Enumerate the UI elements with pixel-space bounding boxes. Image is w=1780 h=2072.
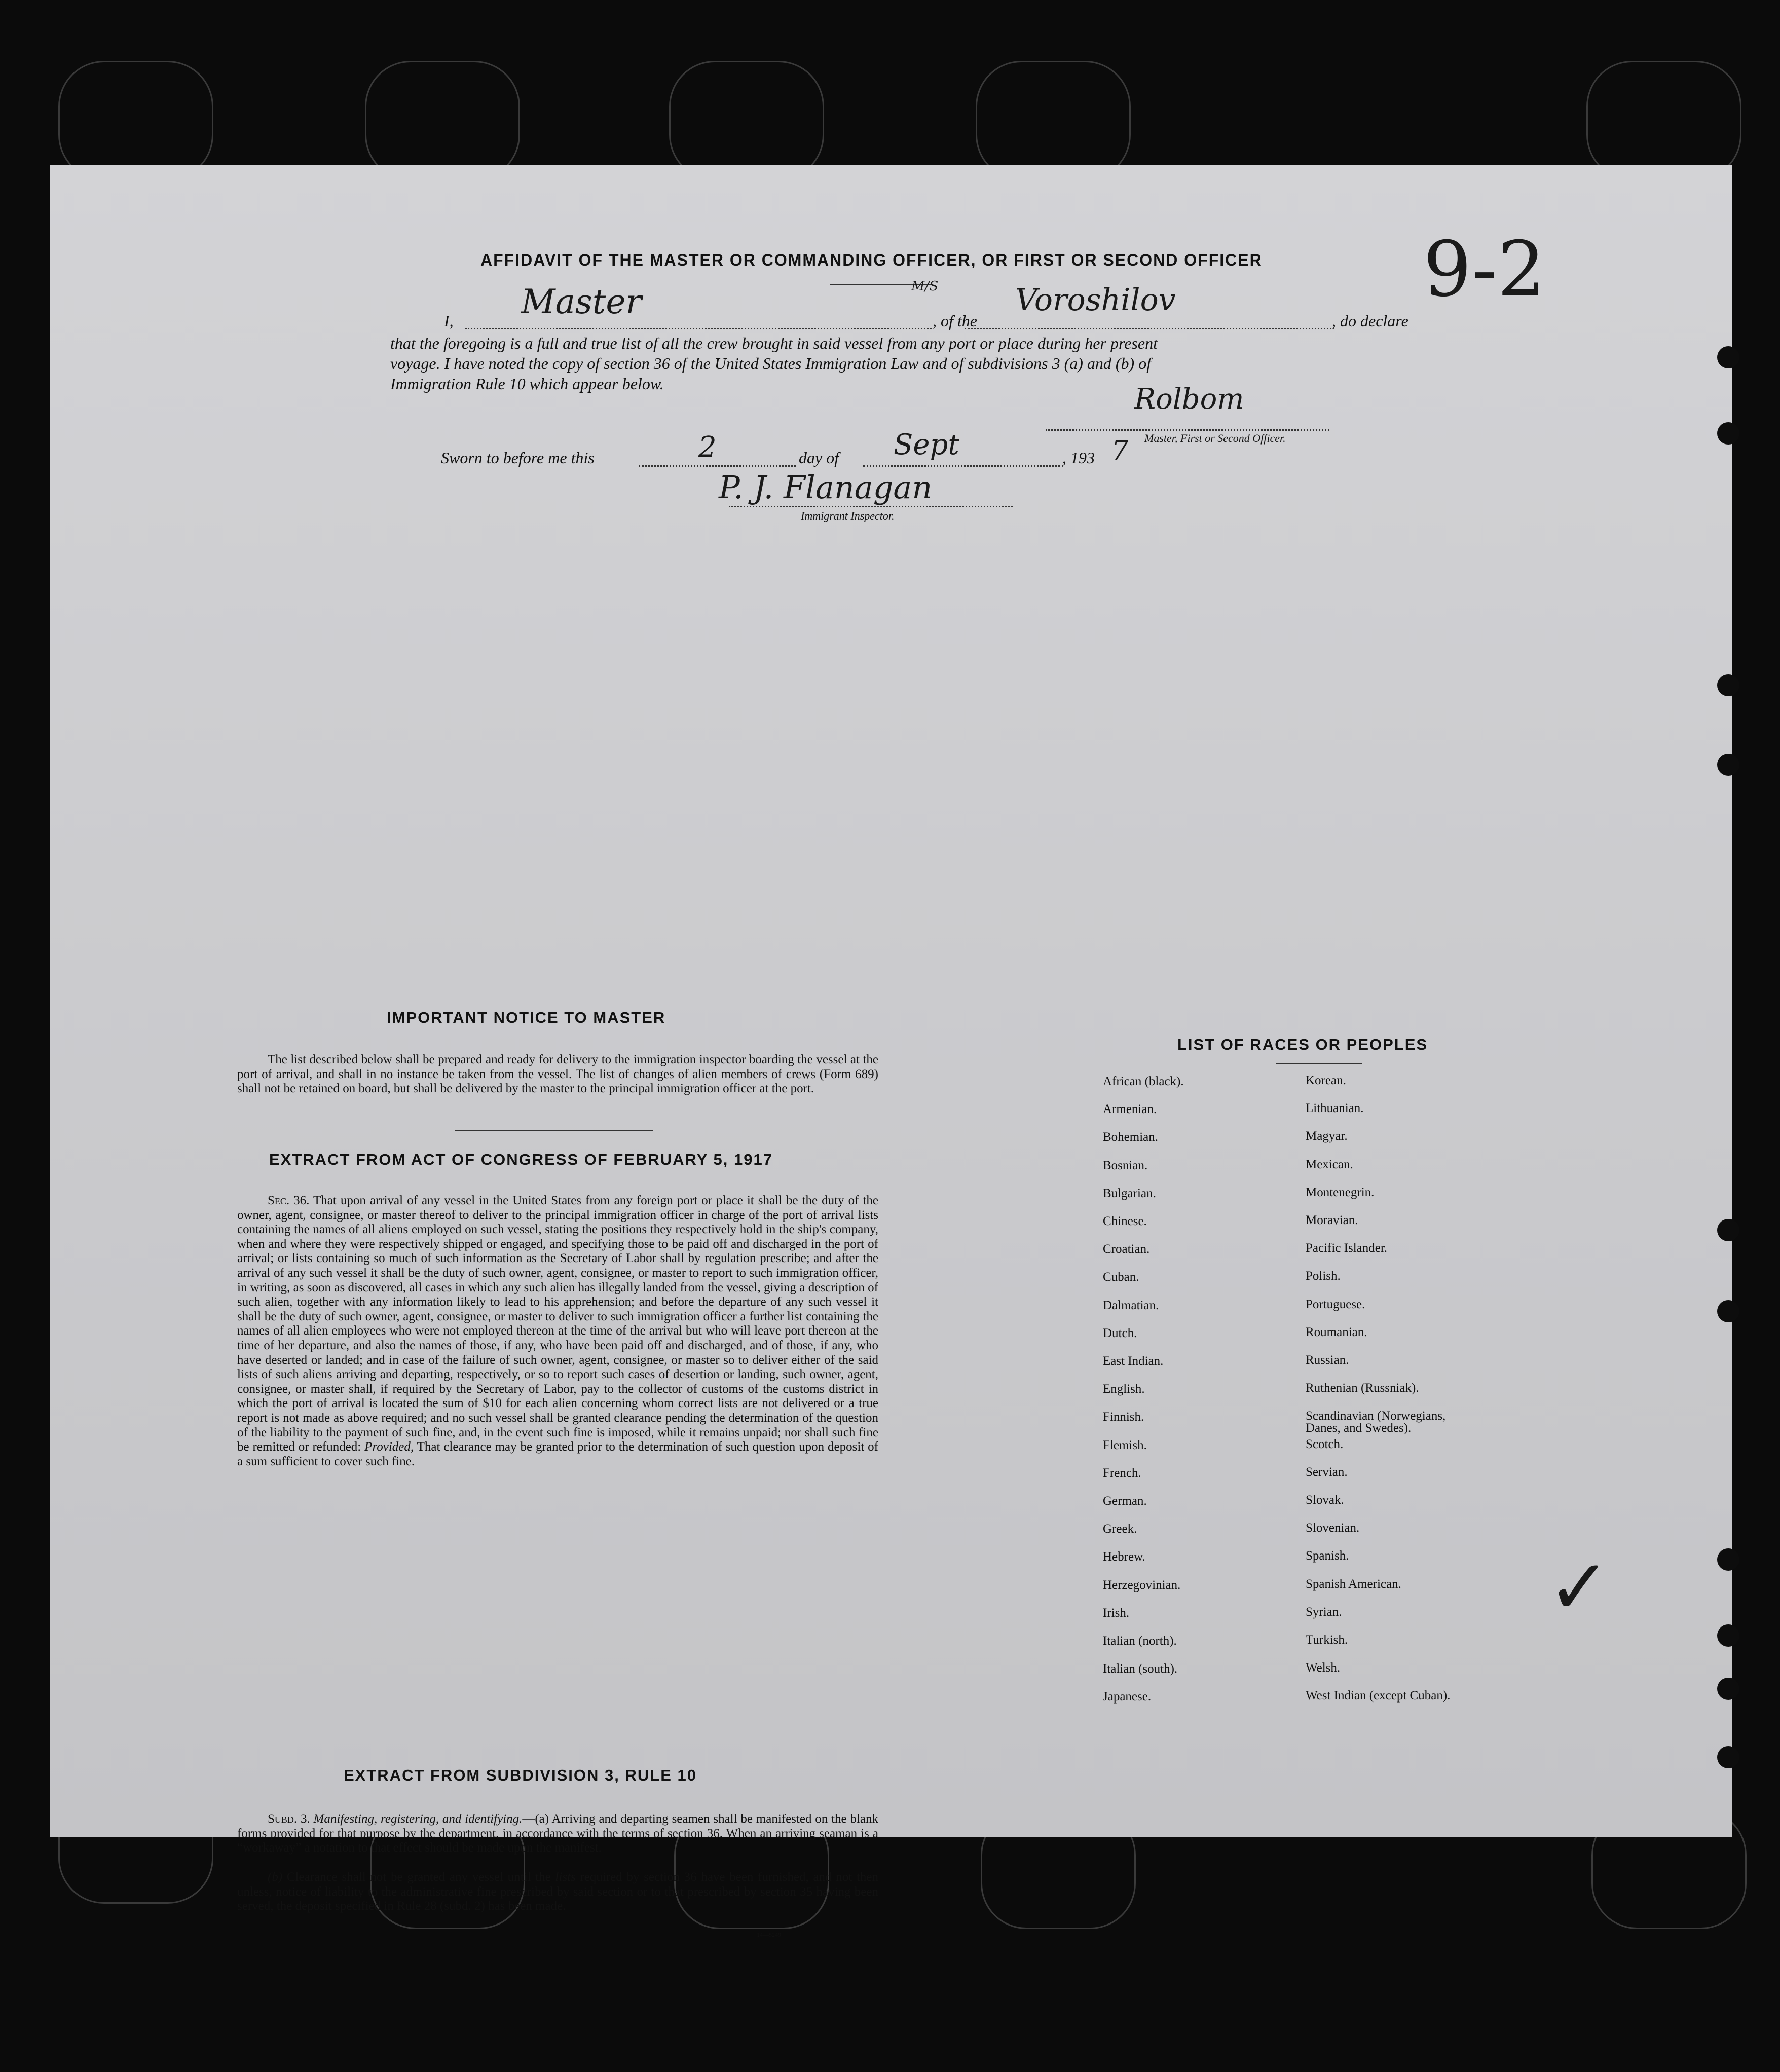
inspector-signature: P. J. Flanagan xyxy=(719,469,933,506)
race-item: Japanese. xyxy=(1103,1690,1152,1704)
extract-rule-title: EXTRACT FROM SUBDIVISION 3, RULE 10 xyxy=(344,1766,697,1784)
race-item: Hebrew. xyxy=(1103,1550,1145,1564)
punch-hole xyxy=(1717,1300,1739,1322)
vessel-name-handwritten: Voroshilov xyxy=(1015,282,1176,318)
punch-hole xyxy=(1717,754,1739,776)
race-item: Servian. xyxy=(1306,1465,1348,1479)
film-frame-ring xyxy=(1586,61,1741,180)
race-item: Dutch. xyxy=(1103,1326,1137,1340)
day-of-text: day of xyxy=(799,449,839,467)
race-item: English. xyxy=(1103,1382,1145,1396)
para-b-lists: lists xyxy=(555,1870,576,1884)
affidavit-pre-name: I, xyxy=(444,312,454,330)
race-item: Korean. xyxy=(1306,1074,1346,1087)
race-item: Dalmatian. xyxy=(1103,1298,1159,1312)
affidavit-of-the: , of the xyxy=(933,312,977,330)
race-item: Italian (south). xyxy=(1103,1662,1178,1676)
notice-body: The list described below shall be prepared and ready for delivery to the immigration inspector boarding the vessel at the port of arrival, and shall in no instance be taken from the vessel. The list of changes of alien members of crews (Form 689) shall not be retained on board, but shall be delivered by the master to the principal immigration officer at the port. xyxy=(237,1053,878,1096)
vessel-dotted-line xyxy=(965,328,1334,329)
punch-hole xyxy=(1717,1624,1739,1647)
race-item: Polish. xyxy=(1306,1269,1341,1283)
month-dotted-line xyxy=(863,465,1063,467)
races-title: LIST OF RACES OR PEOPLES xyxy=(1177,1035,1428,1053)
punch-hole xyxy=(1717,1746,1739,1768)
race-item: West Indian (except Cuban). xyxy=(1306,1689,1451,1703)
name-dotted-line xyxy=(465,328,932,329)
race-item: Lithuanian. xyxy=(1306,1101,1364,1116)
extract-act-title: EXTRACT FROM ACT OF CONGRESS OF FEBRUARY 5, 1917 xyxy=(269,1151,773,1168)
race-item: Slovak. xyxy=(1306,1493,1344,1507)
film-frame-ring xyxy=(58,61,213,180)
extract-rule-para-b xyxy=(237,1870,878,1914)
film-frame-ring xyxy=(976,61,1131,180)
vessel-prefix-handwritten: M/S xyxy=(911,279,939,294)
race-item: Herzegovinian. xyxy=(1103,1578,1181,1592)
document-sheet xyxy=(50,165,1732,1938)
race-item: Croatian. xyxy=(1103,1242,1150,1256)
affidavit-line-2: that the foregoing is a full and true list of all the crew brought in said vessel from any port or place during her present xyxy=(390,334,1158,352)
race-item: Bulgarian. xyxy=(1103,1186,1156,1200)
extract-rule-para-a xyxy=(237,1812,878,1856)
para-b-text-1: Clearance shall not be granted any vessel until the xyxy=(286,1870,551,1884)
sworn-text: Sworn to before me this xyxy=(441,449,595,467)
race-item: Italian (north). xyxy=(1103,1634,1177,1648)
race-item: Irish. xyxy=(1103,1606,1130,1620)
day-dotted-line xyxy=(639,465,796,467)
race-item: Armenian. xyxy=(1103,1102,1157,1117)
film-frame-ring xyxy=(365,61,520,180)
inspector-signature-line xyxy=(729,506,1013,507)
race-item: Scotch. xyxy=(1306,1437,1344,1451)
race-item: Spanish American. xyxy=(1306,1577,1401,1591)
officer-signature: Rolbom xyxy=(1134,383,1244,416)
film-frame-ring xyxy=(669,61,824,180)
punch-hole xyxy=(1717,1219,1739,1241)
race-item: Welsh. xyxy=(1306,1661,1341,1675)
races-title-rule xyxy=(1276,1063,1362,1064)
officer-caption: Master, First or Second Officer. xyxy=(1144,432,1286,445)
race-item: African (black). xyxy=(1103,1075,1184,1088)
race-item: Russian. xyxy=(1306,1353,1349,1367)
affidavit-do-declare: , do declare xyxy=(1332,312,1408,330)
year-handwritten: 7 xyxy=(1111,436,1129,466)
affidavit-line-4: Immigration Rule 10 which appear below. xyxy=(390,375,664,393)
form-number: 14—5249 xyxy=(757,1931,781,1938)
sec-label: Sec. 36. xyxy=(268,1194,310,1207)
punch-hole xyxy=(1717,346,1739,368)
race-item: Turkish. xyxy=(1306,1633,1348,1647)
affidavit-title: AFFIDAVIT OF THE MASTER OR COMMANDING OFFICER, OR FIRST OR SECOND OFFICER xyxy=(480,251,1263,269)
day-handwritten: 2 xyxy=(698,431,717,464)
race-item: Slovenian. xyxy=(1306,1521,1360,1535)
race-item: Bohemian. xyxy=(1103,1130,1159,1144)
race-item: Portuguese. xyxy=(1306,1297,1365,1311)
inspector-caption: Immigrant Inspector. xyxy=(801,509,895,522)
race-item: Syrian. xyxy=(1306,1605,1342,1619)
punch-hole xyxy=(1717,1678,1739,1700)
para-b-text-2: required by section 36 have been furnished, and not then unless, notice of liability to the administrative fine prescribed by said section or to that prescribed by section 35 having been served, the deposit specified in Rule 28 (subd. 2) has been made. xyxy=(237,1870,878,1913)
race-item: Greek. xyxy=(1103,1522,1137,1536)
subd-para-a: —(a) Arriving and departing seamen shall be manifested on the blank forms provided for that purpose by the department, in accordance with the terms of section 36. When an arriving seaman is a “workaway” a notation to that effect should be made upon the manifest. xyxy=(237,1812,878,1855)
subd-title: Manifesting, registering, and identifying. xyxy=(313,1812,523,1826)
race-item: Flemish. xyxy=(1103,1438,1147,1452)
check-mark: ✓ xyxy=(1547,1543,1611,1632)
race-item: Ruthenian (Russniak). xyxy=(1306,1381,1419,1395)
race-item: French. xyxy=(1103,1466,1141,1480)
subd-label: Subd. 3. xyxy=(268,1812,310,1826)
race-item: Finnish. xyxy=(1103,1410,1144,1424)
race-item: Cuban. xyxy=(1103,1270,1139,1284)
punch-hole xyxy=(1717,674,1739,696)
punch-hole xyxy=(1717,1548,1739,1571)
section-rule xyxy=(455,1130,653,1131)
punch-hole xyxy=(1717,422,1739,445)
race-item: Chinese. xyxy=(1103,1214,1147,1228)
race-item: Bosnian. xyxy=(1103,1158,1148,1172)
sec-36-text: That upon arrival of any vessel in the United States from any foreign port or place it shall be the duty of the owner, agent, consignee, or master thereof to deliver to the principal immigration officer in charge of the port of arrival lists containing the names of all aliens employed on such vessel, stating the positions they respectively hold in the ship's company, when and where they were respectively shipped or engaged, and specifying those to be paid off and discharged in the port of arrival; or lists containing so much of such information as the Secretary of Labor shall by regulation prescribe; and after the arrival of any such vessel it shall be the duty of such owner, agent, consignee, or master to report to such immigration officer, in writing, as soon as discovered, all cases in which any such alien has illegally landed from the vessel, giving a description of such alien, together with any information likely to lead to his apprehension; and before the departure of any such vessel it shall be the duty of such owner, agent, consignee, or master to deliver to such immigration officer a further list containing the names of all alien employees who were not employed thereon at the time of the arrival but who will leave port thereon at the time of her departure, and also the names of those, if any, who have been paid off and discharged, and of those, if any, who have deserted or landed; and in case of the failure of such owner, agent, consignee, or master so to deliver either of the said lists of such aliens arriving and departing, respectively, or so to report such cases of desertion or landing, such owner, agent, consignee, or master shall, if required by the Secretary of Labor, pay to the collector of customs of the customs district in which the port of arrival is located the sum of $10 for each alien concerning whom correct lists are not delivered or a true report is not made as above required; and no such vessel shall be granted clearance pending the determination of the question of the liability to the payment of such fine, and, in the event such fine is imposed, while it remains unpaid; nor shall such fine be remitted or refunded: xyxy=(237,1194,879,1454)
notice-title: IMPORTANT NOTICE TO MASTER xyxy=(387,1009,666,1026)
race-item: Roumanian. xyxy=(1306,1325,1367,1339)
para-b-label: (b) xyxy=(268,1870,283,1884)
race-item: Mexican. xyxy=(1306,1157,1353,1171)
month-handwritten: Sept xyxy=(894,428,959,461)
race-item: East Indian. xyxy=(1103,1354,1164,1368)
race-item: Pacific Islander. xyxy=(1306,1241,1388,1255)
race-item: German. xyxy=(1103,1494,1147,1508)
affidavit-line-3: voyage. I have noted the copy of section 36 of the United States Immigration Law and of subdivisions 3 (a) and (b) of xyxy=(390,354,1152,373)
race-item: Spanish. xyxy=(1306,1549,1349,1563)
race-item: Scandinavian (Norwegians, Danes, and Swedes). xyxy=(1306,1409,1446,1435)
race-item: Moravian. xyxy=(1306,1213,1358,1227)
margin-handwritten-mark: 9-2 xyxy=(1423,226,1546,314)
sec-36-text-end: That clearance may be granted prior to the determination of such question upon deposit of a sum sufficient to cover such fine. xyxy=(237,1440,878,1468)
extract-act-body xyxy=(237,1194,878,1469)
provided-label: Provided, xyxy=(364,1440,414,1454)
race-item: Magyar. xyxy=(1306,1129,1348,1143)
officer-signature-line xyxy=(1046,429,1329,431)
year-prefix: , 193 xyxy=(1062,449,1095,467)
race-item: Montenegrin. xyxy=(1306,1185,1375,1199)
master-name-handwritten: Master xyxy=(521,282,642,321)
